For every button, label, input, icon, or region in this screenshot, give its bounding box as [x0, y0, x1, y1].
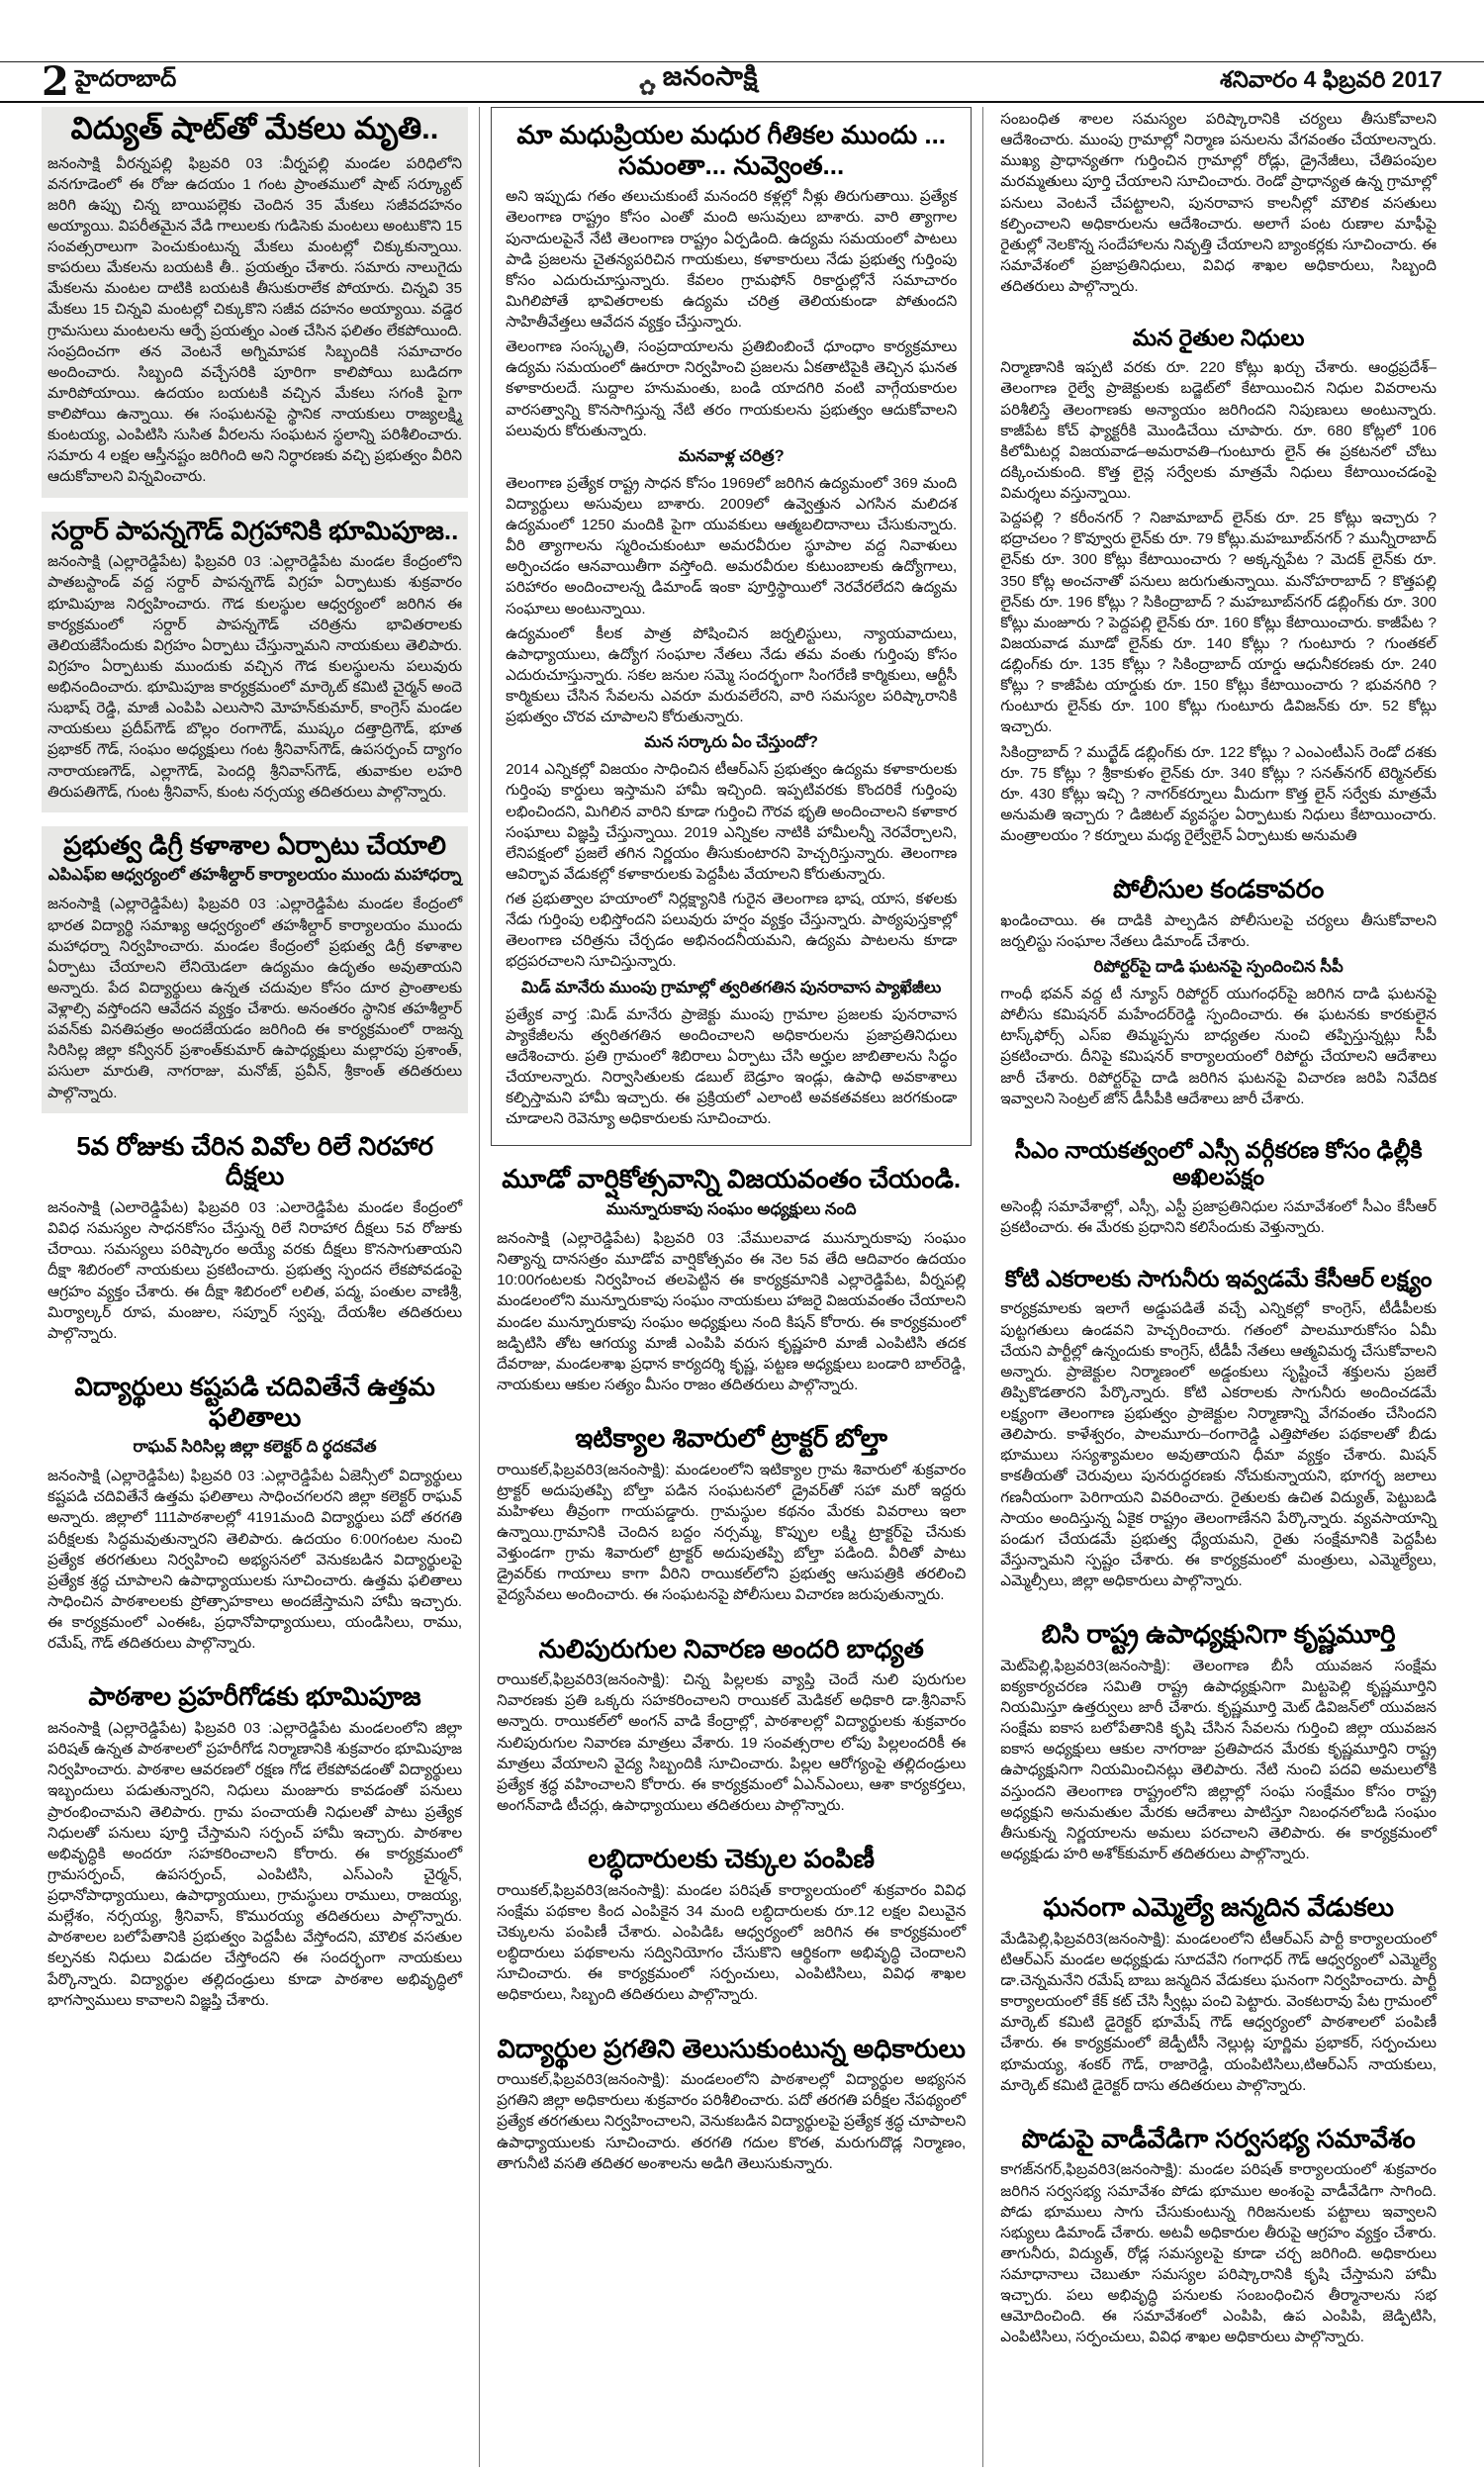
- edition-name: హైదరాబాద్: [74, 65, 177, 91]
- article-body-paragraph: తెలంగాణ సంస్కృతి, సంప్రదాయాలను ప్రతిబింబించే ధూంధాం కార్యక్రమాలు ఉద్యమ సమయంలో ఊరూరా నిర్వహించి ప్రజలను ఏకతాటిపైకి తెచ్చిన ఘనత కళాకారులదే. సుద్దాల హనుమంతు, బండి యాదగిరి వంటి వాగ్గేయకారుల వారసత్వాన్ని కొనసాగిస్తున్న నేటి తరం గాయకులను ప్రభుత్వం ఆదుకోవాలని పలువురు కోరుతున్నారు.: [506, 338, 958, 439]
- article-body-paragraph: గత ప్రభుత్వాల హయాంలో నిర్లక్ష్యానికి గురైన తెలంగాణ భాష, యాస, కళలకు నేడు గుర్తింపు లభిస్తోందని పలువురు హర్షం వ్యక్తం చేస్తున్నారు. పాఠ్యపుస్తకాల్లో తెలంగాణ చరిత్రను చేర్చడం అభినందనీయమని, ఉద్యమ పాటలను కూడా భద్రపరచాలని సూచిస్తున్నారు.: [506, 891, 958, 971]
- article: [491, 2030, 972, 2184]
- masthead-logo-icon: ✿: [638, 75, 657, 100]
- article-body-paragraph: అని ఇప్పుడు గతం తలుచుకుంటే మనందరి కళ్లల్లో నీళ్లు తిరుగుతాయి. ప్రత్యేక తెలంగాణ రాష్ట్రం కోసం ఎంతో మంది అసువులు బాశారు. వారి త్యాగాల పునాదులపైనే నేటి తెలంగాణ రాష్ట్రం ఏర్పడింది. ఉద్యమ సమయంలో పాటలు పాడి ప్రజలను చైతన్యపరిచిన గాయకులు, కళాకారులు నేడు ప్రభుత్వ గుర్తింపు కోసం ఎదురుచూస్తున్నారు. కేవలం గ్రామఫోన్ రికార్డుల్లోనే సమాచారం మిగిలిపోతే భావితరాలకు ఉద్యమ చరిత్ర తెలియకుండా పోతుందని సాహితీవేత్తలు ఆవేదన వ్యక్తం చేస్తున్నారు.: [506, 188, 958, 332]
- article-headline: లబ్ధిదారులకు చెక్కుల పంపిణీ: [588, 1844, 875, 1874]
- article-body-paragraph: సికింద్రాబాద్ ? ముద్ఖేడ్ డబ్లింగ్‌కు రూ. 122 కోట్లు ? ఎంఎంటీఎస్ రెండో దశకు రూ. 75 కోట్లు ? శ్రీకాకుళం లైన్‌కు రూ. 340 కోట్లు ? సనత్‌నగర్ టెర్మినల్‌కు రూ. 430 కోట్లు ఇచ్చి ? నాగర్‌కర్నూలు మీదుగా కొత్త లైన్ సర్వేకు మాత్రమే అనుమతి ఇచ్చారు ? డిజిటల్ వ్యవస్థల ఏర్పాటుకు నిధులు కేటాయించారు. మంత్రాలయం ? కర్నూలు మధ్య రైల్వేలైన్ ఏర్పాటుకు అనుమతి: [1000, 743, 1437, 844]
- article-body-paragraph: జనంసాక్షి వీరన్నపల్లి ఫిబ్రవరి 03 :వీర్నపల్లి మండల పరిధిలోని వనగూడెంలో ఈ రోజు ఉదయం 1 గంట ప్రాంతములో షాట్ సర్క్యూట్ జరిగి ఉప్పు చిన్న బాయిపల్లెకు చెందిన 35 మేకలు సజీవదహనం అయ్యాయి. విపరీతమైన వేడి గాలులకు గుడిసెకు మంటలు అంటుకొని 15 సంవత్సరాలుగా పెంచుకుంటున్న మేకలు మంటల్లో చిక్కుకున్నాయి. కాపరులు మేకలను బయటకి తీ.. ప్రయత్నం చేశారు. సమారు నాలుగైదు మేకలను మంటల దాటికి బయటకి తీసుకురాలేక పోయారు. చిన్నవి 35 మేకలు 15 చిన్నవి మంటల్లో చిక్కుకొని సజీవ దహనం అయ్యాయి. వడ్డెర గ్రామసులు మంటలను ఆర్పే ప్రయత్నం ఎంత చేసిన ఫలితం లేకపోయింది. సంప్రదించగా తన వెంటనే అగ్నిమాపక సిబ్బందికి సమాచారం అందించారు. సిబ్బంది వచ్చేసరికి పూరిగా కాలిపోయి బుడిదగా మారిపోయాయి. ఉదయం బయటకి వచ్చిన మేకలు సగంకి పైగా కాలిపోయి ఉన్నాయి. ఈ సంఘటనపై స్థానిక నాయకులు రాజ్యలక్ష్మి కుంటయ్య, ఎంపిటిసి సుసిత వీరలను సంఘటన స్థలాన్ని పరిశీలించారు. సమారు 4 లక్షల ఆస్తీనష్టం జరిగింది అని నిర్ధారణకు వచ్చి ప్రభుత్వం వీరిని ఆదుకోవాలని విన్నవించారు.: [47, 154, 463, 486]
- article-body-paragraph: రాయికల్,ఫిబ్రవరి3(జనంసాక్షి): మండలంలోని ఇటిక్యాల గ్రామ శివారులో శుక్రవారం ట్రాక్టర్ అదుపుతప్పి బోల్తా పడిన సంఘటనలో డ్రైవర్‌తో సహా మరో ఇద్దరు మహిళలు తీవ్రంగా గాయపడ్డారు. గ్రామస్థుల కథనం మేరకు వివరాలు ఇలా ఉన్నాయి.గ్రామానికి చెందిన బద్దం నర్సమ్మ, కొప్పుల లక్ష్మి ట్రాక్టర్‌పై చేనుకు వెళ్తుండగా గ్రామ శివారులో ట్రాక్టర్ అదుపుతప్పి బోల్తా పడింది. వీరితో పాటు డ్రైవర్‌కు గాయాలు కాగా వీరిని రాయికల్‌లోని ప్రభుత్వ ఆసుపత్రికి తరలించి వైద్యసేవలు అందించారు. ఈ సంఘటనపై పోలీసులు విచారణ జరుపుతున్నారు.: [497, 1461, 967, 1604]
- article: [491, 107, 972, 1146]
- article-headline: కోటి ఎకరాలకు సాగునీరు ఇవ్వడమే కేసీఆర్ లక్ష్యం: [1004, 1266, 1433, 1292]
- column-separator: [982, 107, 983, 2467]
- article-headline: బిసి రాష్ట్ర ఉపాధ్యక్షునిగా కృష్ణమూర్తి: [1041, 1619, 1396, 1650]
- article: [42, 826, 468, 1113]
- article: [42, 1127, 468, 1354]
- article: [42, 512, 468, 812]
- article: [491, 1840, 972, 2015]
- article-headline: పొడుపై వాడీవేడిగా సర్వసభ్య సమావేశం: [1021, 2123, 1416, 2153]
- article-crosshead: రిపోర్టర్‌పై దాడి ఘటనపై స్పందించిన సీపీ: [1093, 958, 1344, 977]
- article-body-paragraph: జనంసాక్షి (ఎల్లారెడ్డిపేట) ఫిబ్రవరి 03 :ఎల్లారెడ్డిపేట మండలంలోని జిల్లా పరిషత్ ఉన్నత పాఠశాలలో ప్రహరీగోడ నిర్మాణానికి శుక్రవారం భూమిపూజ నిర్వహించారు. పాఠశాల ఆవరణలో రక్షణ గోడ లేకపోవడంతో విద్యార్థులు ఇబ్బందులు పడుతున్నారని, నిధులు మంజూరు కావడంతో పనులు ప్రారంభించామని తెలిపారు. గ్రామ పంచాయతీ నిధులతో పాటు ప్రత్యేక నిధులతో పనులు పూర్తి చేస్తామని సర్పంచ్ హామీ ఇచ్చారు. పాఠశాల అభివృద్ధికి అందరూ సహకరించాలని కోరారు. ఈ కార్యక్రమంలో గ్రామసర్పంచ్, ఉపసర్పంచ్, ఎంపిటిసి, ఎస్ఎంసి చైర్మన్, ప్రధానోపాధ్యాయులు, ఉపాధ్యాయులు, గ్రామస్థులు రాములు, రాజయ్య, మల్లేశం, నర్సయ్య, శ్రీనివాస్, కొమురయ్య తదితరులు పాల్గొన్నారు. పాఠశాలల బలోపేతానికి ప్రభుత్వం పెద్దపీట వేస్తోందని, మౌలిక వసతుల కల్పనకు నిధులు విడుదల చేస్తోందని ఈ సందర్భంగా నాయకులు పేర్కొన్నారు. విద్యార్థుల తల్లిదండ్రులు కూడా పాఠశాల అభివృద్ధిలో భాగస్వాములు కావాలని విజ్ఞప్తి చేశారు.: [47, 1720, 463, 2009]
- page-content: [42, 107, 1442, 2467]
- article-body-paragraph: అసెంబ్లీ సమావేశాల్లో, ఎస్సీ, ఎస్టీ ప్రజాప్రతినిధుల సమావేశంలో సీఎం కేసీఆర్ ప్రకటించారు. ఈ మేరకు ప్రధానిని కలిసేందుకు వెళ్తున్నారు.: [1000, 1198, 1437, 1237]
- article-body-paragraph: తెలంగాణ ప్రత్యేక రాష్ట్ర సాధన కోసం 1969లో జరిగిన ఉద్యమంలో 369 మంది విద్యార్థులు అసువులు బాశారు. 2009లో ఉవ్వెత్తున ఎగసిన మలిదశ ఉద్యమంలో 1250 మందికి పైగా యువకులు ఆత్మబలిదానాలు చేసుకున్నారు. వీరి త్యాగాలను స్మరించుకుంటూ అమరవీరుల స్థూపాల వద్ద నివాళులు అర్పించడం ఆనవాయితీగా వస్తోంది. అమరవీరుల కుటుంబాలకు ఉద్యోగాలు, పరిహారం అందించాలన్న డిమాండ్ ఇంకా పూర్తిస్థాయిలో నెరవేరలేదని ఉద్యమ సంఘాలు అంటున్నాయి.: [506, 474, 958, 618]
- article: [491, 1160, 972, 1405]
- article-headline: 5వ రోజుకు చేరిన వివోల రిలే నిరహార దీక్షలు: [76, 1130, 433, 1191]
- article-body-paragraph: గాంధీ భవన్ వద్ద టీ న్యూస్ రిపోర్టర్ యుగంధర్‌పై జరిగిన దాడి ఘటనపై పోలీసు కమిషనర్ మహేందర్‌రెడ్డి స్పందించారు. ఈ ఘటనకు కారకులైన టాస్క్‌ఫోర్స్ ఎస్ఐ తిమ్మప్పను బాధ్యతల నుంచి తప్పిస్తున్నట్లు సీపీ ప్రకటించారు. దీనిపై కమిషనర్ కార్యాలయంలో రిపోర్టు చేయాలని ఆదేశాలు జారీ చేశారు. రిపోర్టర్‌పై దాడి జరిగిన ఘటనపై విచారణ జరిపి నివేదిక ఇవ్వాలని సెంట్రల్ జోన్ డీసీపీకి ఆదేశాలు జారీ చేశారు.: [1000, 986, 1437, 1107]
- article: [491, 1630, 972, 1827]
- article-body-paragraph: 2014 ఎన్నికల్లో విజయం సాధించిన టీఆర్ఎస్ ప్రభుత్వం ఉద్యమ కళాకారులకు గుర్తింపు కార్డులు ఇస్తామని హామీ ఇచ్చింది. ఇప్పటివరకు కొందరికే గుర్తింపు లభించిందని, మిగిలిన వారిని కూడా గుర్తించి గౌరవ భృతి అందించాలని కళాకార సంఘాలు విజ్ఞప్తి చేస్తున్నాయి. 2019 ఎన్నికల నాటికి హామీలన్నీ నెరవేర్చాలని, లేనిపక్షంలో ప్రజలే తగిన నిర్ణయం తీసుకుంటారని హెచ్చరిస్తున్నారు. తెలంగాణ ఆవిర్భావ వేడుకల్లో కళాకారులకు పెద్దపీట వేయాలని కోరుతున్నారు.: [506, 761, 958, 883]
- column-right: [994, 107, 1442, 2467]
- article: [42, 1677, 468, 2020]
- column-separator: [479, 107, 480, 2467]
- article-body-paragraph: కాగజ్‌నగర్,ఫిబ్రవరి3(జనంసాక్షి): మండల పరిషత్ కార్యాలయంలో శుక్రవారం జరిగిన సర్వసభ్య సమావేశం పోడు భూముల అంశంపై వాడీవేడిగా సాగింది. పోడు భూములు సాగు చేసుకుంటున్న గిరిజనులకు పట్టాలు ఇవ్వాలని సభ్యులు డిమాండ్ చేశారు. అటవీ అధికారుల తీరుపై ఆగ్రహం వ్యక్తం చేశారు. తాగునీరు, విద్యుత్, రోడ్ల సమస్యలపై కూడా చర్చ జరిగింది. అధికారులు సమాధానాలు చెబుతూ సమస్యల పరిష్కారానికి కృషి చేస్తామని హామీ ఇచ్చారు. పలు అభివృద్ధి పనులకు సంబంధించిన తీర్మానాలను సభ ఆమోదించింది. ఈ సమావేశంలో ఎంపిపి, ఉప ఎంపిపి, జెడ్పిటిసి, ఎంపిటిసిలు, సర్పంచులు, వివిధ శాఖల అధికారులు పాల్గొన్నారు.: [1000, 2161, 1437, 2346]
- article-body-paragraph: ఉద్యమంలో కీలక పాత్ర పోషించిన జర్నలిస్టులు, న్యాయవాదులు, ఉపాధ్యాయులు, ఉద్యోగ సంఘాల నేతలు నేడు తమ వంతు గుర్తింపు కోసం ఎదురుచూస్తున్నారు. సకల జనుల సమ్మె సందర్భంగా సింగరేణి కార్మికులు, ఆర్టీసీ కార్మికులు చేసిన సేవలను ఎవరూ మరువలేరని, వారి సమస్యల పరిష్కారానికి ప్రభుత్వం చొరవ చూపాలని కోరుతున్నారు.: [506, 624, 958, 726]
- masthead-title: జనంసాక్షి: [662, 61, 759, 91]
- article-headline: విద్యార్థులు కష్టపడి చదివితేనే ఉత్తమ ఫలితాలు: [74, 1371, 435, 1432]
- article: [994, 1262, 1442, 1601]
- column-left: [42, 107, 468, 2467]
- article-headline: ఘనంగా ఎమ్మెల్యే జన్మదిన వేడుకలు: [1043, 1892, 1394, 1923]
- article: [994, 107, 1442, 307]
- article: [42, 1368, 468, 1664]
- edition-block: [42, 58, 177, 105]
- article-body-paragraph: మేడిపెల్లి,ఫిబ్రవరి3(జనంసాక్షి): మండలంలోని టీఆర్ఎస్ పార్టీ కార్యాలయంలో టిఆర్ఎస్ మండల అధ్యక్షుడు సూదవేని గంగాధర్ గౌడ్ ఆధ్వర్యంలో ఎమ్మెల్యే డా.చెన్నమనేని రమేష్ బాబు జన్మదిన వేడుకలు ఘనంగా నిర్వహించారు. పార్టీ కార్యాలయంలో కేక్ కట్ చేసి స్వీట్లు పంచి పెట్టారు. వెంకటరావు పేట గ్రామంలో మార్కెట్ కమిటి డైరెక్టర్ భూమేష్ గౌడ్ ఆధ్వర్యంలో పాఠశాలలో పంపిణీ చేశారు. ఈ కార్యక్రమంలో జెడ్పీటీసీ నెల్లుట్ల పూర్ణిమ ప్రభాకర్, సర్పంచులు భూమయ్య, శంకర్ గౌడ్, రాజారెడ్డి, యంపిటిసిలు,టిఆర్ఎస్ నాయకులు, మార్కెట్ కమిటి డైరెక్టర్ దాసు తదితరులు పాల్గొన్నారు.: [1000, 1930, 1437, 2094]
- article-body-paragraph: రాయికల్,ఫిబ్రవరి3(జనంసాక్షి): మండల పరిషత్ కార్యాలయంలో శుక్రవారం వివిధ సంక్షేమ పథకాల కింద ఎంపికైన 34 మంది లబ్ధిదారులకు రూ.12 లక్షల విలువైన చెక్కులను పంపిణీ చేశారు. ఎంపిడిఓ ఆధ్వర్యంలో జరిగిన ఈ కార్యక్రమంలో లబ్ధిదారులు పథకాలను సద్వినియోగం చేసుకొని ఆర్థికంగా అభివృద్ధి చెందాలని సూచించారు. ఈ కార్యక్రమంలో సర్పంచులు, ఎంపిటిసిలు, వివిధ శాఖల అధికారులు, సిబ్బంది తదితరులు పాల్గొన్నారు.: [497, 1881, 967, 2004]
- article: [994, 1615, 1442, 1874]
- masthead-block: [638, 61, 758, 99]
- article: [994, 2120, 1442, 2358]
- article-headline: ప్రభుత్వ డిగ్రీ కళాశాల ఏర్పాటు చేయాలి: [63, 829, 446, 860]
- article-headline: సీఎం నాయకత్వంలో ఎస్సీ వర్గీకరణ కోసం ఢిల్లీకి అఖిలపక్షం: [1014, 1136, 1423, 1190]
- article-headline: విద్యార్థుల ప్రగతిని తెలుసుకుంటున్న అధికారులు: [497, 2033, 966, 2063]
- article-body-paragraph: మెట్‌పెల్లి,ఫిబ్రవరి3(జనంసాక్షి): తెలంగాణ బీసీ యువజన సంక్షేమ ఐక్యకార్యచరణ సమితి రాష్ట్ర ఉపాధ్యక్షునిగా మిట్టపెల్లి కృష్ణమూర్తిని నియమిస్తూ ఉత్తర్వులు జారీ చేశారు. కృష్ణమూర్తి మెట్ డివిజన్‌లో యువజన సంక్షేమ ఐకాస బలోపేతానికి కృషి చేసిన సేవలను గుర్తించి జిల్లా యువజన ఐకాస అధ్యక్షులు ఆకుల నాగరాజు ప్రతిపాదన మేరకు కృష్ణమూర్తిని రాష్ట్ర ఉపాధ్యక్షునిగా నియమించినట్లు తెలిపారు. నేటి నుంచి పదవి అమలులోకి వస్తుందని తెలంగాణ రాష్ట్రంలోని జిల్లాల్లో సంఘ సంక్షేమం కోసం రాష్ట్ర అధ్యక్షుని అనుమతుల మేరకు ఆదేశాలు పాటిస్తూ నిబంధనలోబడి సంఘం తీసుకున్న నిర్ణయాలను అమలు పరచాలని తెలిపారు. ఈ కార్యక్రమంలో అధ్యక్షుడు హరి అశోక్‌కుమార్ తదితరులు పాల్గొన్నారు.: [1000, 1657, 1437, 1862]
- article-body-paragraph: ప్రత్యేక వార్త :మిడ్ మానేరు ప్రాజెక్టు ముంపు గ్రామాల ప్రజలకు పునరావాస ప్యాకేజీలను త్వరితగతిన అందించాలని అధికారులను ప్రజాప్రతినిధులు ఆదేశించారు. ప్రతి గ్రామంలో శిబిరాలు ఏర్పాటు చేసి అర్హుల జాబితాలను సిద్ధం చేయాలన్నారు. నిర్వాసితులకు డబుల్ బెడ్రూం ఇండ్లు, ఉపాధి అవకాశాలు కల్పిస్తామని హామీ ఇచ్చారు. ఈ ప్రక్రియలో ఎలాంటి అవకతవకలు జరగకుండా చూడాలని రెవెన్యూ అధికారులకు సూచించారు.: [506, 1005, 958, 1128]
- article-body-paragraph: పెద్దపల్లి ? కరీంనగర్ ? నిజామాబాద్ లైన్‌కు రూ. 25 కోట్లు ఇచ్చారు ? భద్రాచలం ? కొవ్వూరు లైన్‌కు రూ. 79 కోట్లు.మహబూబ్‌నగర్ ? మున్నీరాబాద్ లైన్‌కు రూ. 300 కోట్లు కేటాయించారు ? అక్కన్నపేట ? మెదక్ లైన్‌కు రూ. 350 కోట్ల అంచనాతో పనులు జరుగుతున్నాయి. మనోహరాబాద్ ? కొత్తపల్లి లైన్‌కు రూ. 196 కోట్లు ? సికింద్రాబాద్ ? మహబూబ్‌నగర్ డబ్లింగ్‌కు రూ. 300 కోట్లు మంజూరు ? పెద్దపల్లి లైన్‌కు రూ. 160 కోట్లు కేటాయించారు. కాజీపేట ? విజయవాడ మూడో లైన్‌కు రూ. 140 కోట్లు ? గుంటూరు ? గుంతకల్ డబ్లింగ్‌కు రూ. 135 కోట్లు ? సికింద్రాబాద్ యార్డు ఆధునీకరణకు రూ. 240 కోట్లు ? కాజీపేట యార్డుకు రూ. 150 కోట్లు కేటాయించారు ? భువనగిరి ? గుంటూరు లైన్‌కు రూ. 100 కోట్లు గుంటూరు డివిజన్‌కు రూ. 52 కోట్లు ఇచ్చారు.: [1000, 510, 1437, 736]
- article-headline: మన రైతుల నిధులు: [1132, 325, 1305, 351]
- article: [994, 1133, 1442, 1249]
- article-body-paragraph: జనంసాక్షి (ఎల్లారెడ్డిపేట) ఫిబ్రవరి 03 :ఎల్లారెడ్డిపేట మండల కేంద్రంలోని పాతబస్టాండ్ వద్ద సర్దార్ పాపన్నగౌడ్ విగ్రహ ఏర్పాటుకు శుక్రవారం భూమిపూజ నిర్వహించారు. గౌడ కులస్థుల ఆధ్వర్యంలో జరిగిన ఈ కార్యక్రమంలో సర్దార్ పాపన్నగౌడ్ చరిత్రను భావితరాలకు తెలియజేసేందుకు విగ్రహం ఏర్పాటు చేస్తున్నామని నాయకులు తెలిపారు. విగ్రహం ఏర్పాటుకు ముందుకు వచ్చిన గౌడ కులస్థులను పలువురు అభినందించారు. భూమిపూజ కార్యక్రమంలో మార్కెట్ కమిటి చైర్మన్ అందె సుభాష్ రెడ్డి, మాజీ ఎంపిపి ఎలుసాని మోహన్‌కుమార్, కాంగ్రెస్ మండల నాయకులు ప్రదీప్‌గౌడ్ బొల్లం రంగాగౌడ్, ముష్కం దత్తాద్రిగౌడ్, భూత ప్రభాకర్ గౌడ్, సంఘం అధ్యక్షులు గంట శ్రీనివాస్‌గౌడ్, ఉపసర్పంచ్ ద్యాగం నారాయణగౌడ్, ఎల్లాగౌడ్, పెందర్లి శ్రీనివాస్‌గౌడ్, తువాకుల లహరి తిరుపతిగౌడ్, గుంట శ్రీనివాస్, కుంట నర్సయ్య తదితరులు పాల్గొన్నారు.: [47, 553, 463, 801]
- article-headline: ఇటిక్యాల శివారులో ట్రాక్టర్ బోల్తా: [575, 1423, 887, 1454]
- article-body-paragraph: జనంసాక్షి (ఎల్లారెడ్డిపేట) ఫిబ్రవరి 03 :ఎల్లారెడ్డిపేట మండల కేంద్రంలో భారత విద్యార్థి సమాఖ్య ఆధ్వర్యంలో తహశీల్దార్ కార్యాలయం ముందు మహాధర్నా నిర్వహించారు. మండల కేంద్రంలో ప్రభుత్వ డిగ్రీ కళాశాల ఏర్పాటు చేయాలని లేనియెడలా ఉద్యమం ఉదృతం అవుతాయని అన్నారు. పేద విద్యార్థులు ఉన్నత చదువుల కోసం దూర ప్రాంతాలకు వెళ్లాల్సి వస్తోందని ఆవేదన వ్యక్తం చేశారు. అనంతరం స్థానిక తహశీల్దార్ పవన్‌కు వినతిపత్రం అందజేయడం జరిగింది ఈ కార్యక్రమంలో రాజన్న సిరిసిల్ల జిల్లా కన్వీనర్ ప్రశాంత్‌కుమార్ ఉపాధ్యక్షులు మల్లారపు ప్రశాంత్, పసులా మారుతి, నాగరాజు, మనోజ్, ప్రవీన్, శ్రీకాంత్ తదితరులు పాల్గొన్నారు.: [47, 896, 463, 1101]
- page-header: [0, 58, 1484, 105]
- article-body-paragraph: జనంసాక్షి (ఎల్లారెడ్డిపేట) ఫిబ్రవరి 03 :వేములవాడ మున్నూరుకాపు సంఘం నిత్యాన్న దానసత్రం మూడోవ వార్షికోత్సవం ఈ నెల 5వ తేది ఆదివారం ఉదయం 10:00గంటలకు నిర్వహించ తలపెట్టిన ఈ కార్యక్రమానికి ఎల్లారెడ్డిపేట, వీర్నపల్లి మండలంలోని మున్నూరుకాపు సంఘం నాయకులు హాజరై విజయవంతం చేయాలని మండల మున్నూరుకాపు సంఘం అధ్యక్షులు నంది కిషన్ కోరారు. ఈ కార్యక్రమంలో జడ్పిటిసి తోట ఆగయ్య మాజీ ఎంపిపి వరుస కృష్ణహరి మాజీ ఎంపిటిసి తదక దేవరాజు, మండలశాఖ ప్రధాన కార్యదర్శి కృష్ణ, పట్టణ అధ్యక్షులు బండారి బాల్‌రెడ్డి, నాయకులు ఆకుల సత్యం మీసం రాజం తదితరులు పాల్గొన్నారు.: [497, 1230, 967, 1393]
- article-headline: పోలీసుల కండకావరం: [1113, 874, 1325, 904]
- article-headline: మూడో వార్షికోత్సవాన్ని విజయవంతం చేయండి.: [502, 1164, 962, 1194]
- article-headline: మా మధుప్రియల మధుర గీతికల ముందు ... సమంతా... నువ్వెంత...: [516, 120, 947, 180]
- article-body-paragraph: సంబంధిత శాలల సమస్యల పరిష్కారానికి చర్యలు తీసుకోవాలని ఆదేశించారు. ముంపు గ్రామాల్లో నిర్మాణ పనులను వేగవంతం చేయాలన్నారు. ముఖ్య ప్రాధాన్యతగా గుర్తించిన గ్రామాల్లో రోడ్లు, డ్రైనేజీలు, చేతిపంపుల మరమ్మతులు పూర్తి చేయాలని సూచించారు. రెండో ప్రాధాన్యత ఉన్న గ్రామాల్లో పనులు వెంటనే చేపట్టాలని, పునరావాస కాలనీల్లో మౌలిక వసతులు కల్పించాలని అధికారులను ఆదేశించారు. అలాగే పంట రుణాల మాఫీపై రైతుల్లో నెలకొన్న సందేహాలను నివృత్తి చేయాలని బ్యాంకర్లకు సూచించారు. ఈ సమావేశంలో ప్రజాప్రతినిధులు, వివిధ శాఖల అధికారులు, సిబ్బంది తదితరులు పాల్గొన్నారు.: [1000, 111, 1437, 295]
- article-headline: విద్యుత్ షాట్‌తో మేకలు మృతి..: [70, 111, 439, 145]
- article-crosshead: మిడ్ మానేరు ముంపు గ్రామాల్లో త్వరితగతిన పునరావాస ప్యాఖేజీలు: [521, 978, 942, 997]
- article: [994, 870, 1442, 1119]
- article-headline: సర్దార్ పాపన్నగౌడ్ విగ్రహానికి భూమిపూజ..: [50, 515, 459, 545]
- article: [994, 1888, 1442, 2106]
- article-headline: పాఠశాల ప్రహరీగోడకు భూమిపూజ: [88, 1681, 421, 1712]
- header-bottom-rule: [0, 101, 1484, 103]
- article-body-paragraph: నిర్మాణానికి ఇప్పటి వరకు రూ. 220 కోట్లు ఖర్చు చేశారు. ఆంధ్రప్రదేశ్–తెలంగాణ రైల్వే ప్రాజెక్టులకు బడ్జెట్‌లో కేటాయించిన నిధుల వివరాలను పరిశీలిస్తే తెలంగాణకు అన్యాయం జరిగిందని నిపుణులు అంటున్నారు. కాజీపేట కోచ్ ఫ్యాక్టరీకి మొండిచేయి చూపారు. రూ. 680 కోట్లలో 106 కిలోమీటర్ల విజయవాడ–అమరావతి–గుంటూరు లైన్ ఈ ప్రకటనలో చోటు దక్కించుకుంది. కొత్త లైన్ల సర్వేలకు మాత్రమే నిధులు కేటాయించడంపై విమర్శలు వస్తున్నాయి.: [1000, 359, 1437, 502]
- article-body-paragraph: జనంసాక్షి (ఎలారెడ్డిపేట) ఫిబ్రవరి 03 :ఎలారెడ్డిపేట మండల కేంద్రంలో వివిధ సమస్యల సాధనకోసం చేస్తున్న రిలే నిరాహార దీక్షలు 5వ రోజుకు చేరాయి. సమస్యలు పరిష్కారం అయ్యే వరకు దీక్షలు కొనసాగుతాయని దీక్షా శిబిరంలో నాయకులు ప్రకటించారు. ప్రభుత్వ స్పందన లేకపోవడంపై ఆగ్రహం వ్యక్తం చేశారు. ఈ దీక్షా శిబిరంలో లలిత, పద్మ, పంతుల వాణిశ్రీ, మిర్యాల్కర్ రూప, మంజుల, సప్నూర్ స్వప్న, దేయశీల తదితరులు పాల్గొన్నారు.: [47, 1199, 463, 1342]
- article-subheadline: రాఘవ్ సిరిసిల్ల జిల్లా కలెక్టర్ ది ర్థదకవేత: [133, 1438, 377, 1457]
- article: [491, 1419, 972, 1616]
- article-headline: నులిపురుగుల నివారణ అందరి బాధ్యత: [538, 1633, 924, 1664]
- page-number: 2: [42, 58, 69, 105]
- article-body-paragraph: జనంసాక్షి (ఎల్లారెడ్డిపేట) ఫిబ్రవరి 03 :ఎల్లారెడ్డిపేట ఏజెన్సీలో విద్యార్థులు కష్టపడి చదివితేనే ఉత్తమ ఫలితాలు సాధించగలరని జిల్లా కలెక్టర్ రాఘవ్ అన్నారు. జిల్లాలో 111పాఠశాలల్లో 4191మంది విద్యార్థులు పదో తరగతి పరీక్షలకు సిద్ధమవుతున్నారని తెలిపారు. ఉదయం 6:00గంటల నుంచి ప్రత్యేక తరగతులు నిర్వహించి అభ్యసనలో వెనుకబడిన విద్యార్థులపై ప్రత్యేక శ్రద్ధ చూపాలని ఉపాధ్యాయులకు సూచించారు. ఉత్తమ ఫలితాలు సాధించిన పాఠశాలలకు ప్రోత్సాహకాలు అందజేస్తామని హామీ ఇచ్చారు. ఈ కార్యక్రమంలో ఎంఈఓ, ప్రధానోపాధ్యాయులు, యండిసిలు, రాము, రమేష్, గౌడ్ తదితరులు పాల్గొన్నారు.: [47, 1468, 463, 1653]
- article-body-paragraph: రాయికల్,ఫిబ్రవరి3(జనంసాక్షి): మండలంలోని పాఠశాలల్లో విద్యార్థుల అభ్యసన ప్రగతిని జిల్లా అధికారులు శుక్రవారం పరిశీలించారు. పదో తరగతి పరీక్షల నేపథ్యంలో ప్రత్యేక తరగతులు నిర్వహించాలని, వెనుకబడిన విద్యార్థులపై ప్రత్యేక శ్రద్ధ చూపాలని ఉపాధ్యాయులకు సూచించారు. తరగతి గదుల కొరత, మరుగుదొడ్ల నిర్మాణం, తాగునీటి వసతి తదితర అంశాలను అడిగి తెలుసుకున్నారు.: [497, 2071, 967, 2172]
- article-subheadline: ఎపిఎఫ్ఐ ఆధ్వర్యంలో తహశీల్దార్ కార్యాలయం ముందు మహాధర్నా: [47, 866, 462, 885]
- article-crosshead: మనవాళ్ల చరిత్ర?: [678, 446, 785, 465]
- article-subheadline: మున్నూరుకాపు సంఘం అధ్యక్షులు నంది: [605, 1200, 857, 1219]
- article-crosshead: మన సర్కారు ఏం చేస్తుందో?: [644, 733, 818, 752]
- article: [994, 321, 1442, 856]
- article-body-paragraph: కార్యక్రమాలకు ఇలాగే అడ్డుపడితే వచ్చే ఎన్నికల్లో కాంగ్రెస్, టీడీపీలకు పుట్టగతులు ఉండవని హెచ్చరించారు. గతంలో పాలమూరుకోసం ఏమీ చేయని పార్టీల్లో ఉన్నందుకు కాంగ్రెస్, టీడీపీ నేతలు ఆత్మవిమర్శ చేసుకోవాలని అన్నారు. ప్రాజెక్టుల నిర్మాణంలో అడ్డంకులు సృష్టించే శక్తులను ప్రజలే తిప్పికొడతారని పేర్కొన్నారు. కోటి ఎకరాలకు సాగునీరు అందించడమే లక్ష్యంగా తెలంగాణ ప్రభుత్వం ప్రాజెక్టుల నిర్మాణాన్ని వేగవంతం చేసిందని తెలిపారు. కాళేశ్వరం, పాలమూరు–రంగారెడ్డి ఎత్తిపోతల పథకాలతో బీడు భూములు సస్యశ్యామలం అవుతాయని ధీమా వ్యక్తం చేశారు. మిషన్ కాకతీయతో చెరువులు పునరుద్ధరణకు నోచుకున్నాయని, భూగర్భ జలాలు గణనీయంగా పెరిగాయని వివరించారు. రైతులకు ఉచిత విద్యుత్, పెట్టుబడి సాయం అందిస్తున్న ఏకైక రాష్ట్రం తెలంగాణేనని పేర్కొన్నారు. వ్యవసాయాన్ని పండుగ చేయడమే ప్రభుత్వ ధ్యేయమని, రైతు సంక్షేమానికి పెద్దపీట వేస్తున్నామని స్పష్టం చేశారు. ఈ కార్యక్రమంలో మంత్రులు, ఎమ్మెల్యేలు, ఎమ్మెల్సీలు, జిల్లా అధికారులు పాల్గొన్నారు.: [1000, 1300, 1437, 1590]
- issue-date: శనివారం 4 ఫిబ్రవరి 2017: [1220, 66, 1442, 92]
- article-body-paragraph: ఖండించాయి. ఈ దాడికి పాల్పడిన పోలీసులపై చర్యలు తీసుకోవాలని జర్నలిస్టు సంఘాల నేతలు డిమాండ్ చేశారు.: [1000, 911, 1437, 950]
- article: [42, 107, 468, 498]
- column-middle: [491, 107, 972, 2467]
- article-body-paragraph: రాయికల్,ఫిబ్రవరి3(జనంసాక్షి): చిన్న పిల్లలకు వ్యాప్తి చెందే నులి పురుగుల నివారణకు ప్రతి ఒక్కరు సహకరించాలని రాయికల్ మెడికల్ అధికారి డా.శ్రీనివాస్ అన్నారు. రాయికల్‌లో అంగన్ వాడి కేంద్రాల్లో, పాఠశాలల్లో విద్యార్థులకు శుక్రవారం నులిపురుగుల నివారణ మాత్రలు వేశారు. 19 సంవత్సరాల లోపు పిల్లలందరికీ ఈ మాత్రలు వేయాలని వైద్య సిబ్బందికి సూచించారు. పిల్లల ఆరోగ్యంపై తల్లిదండ్రులు ప్రత్యేక శ్రద్ధ వహించాలని కోరారు. ఈ కార్యక్రమంలో ఏఎన్ఎంలు, ఆశా కార్యకర్తలు, అంగన్‌వాడి టీచర్లు, ఉపాధ్యాయులు తదితరులు పాల్గొన్నారు.: [497, 1671, 967, 1814]
